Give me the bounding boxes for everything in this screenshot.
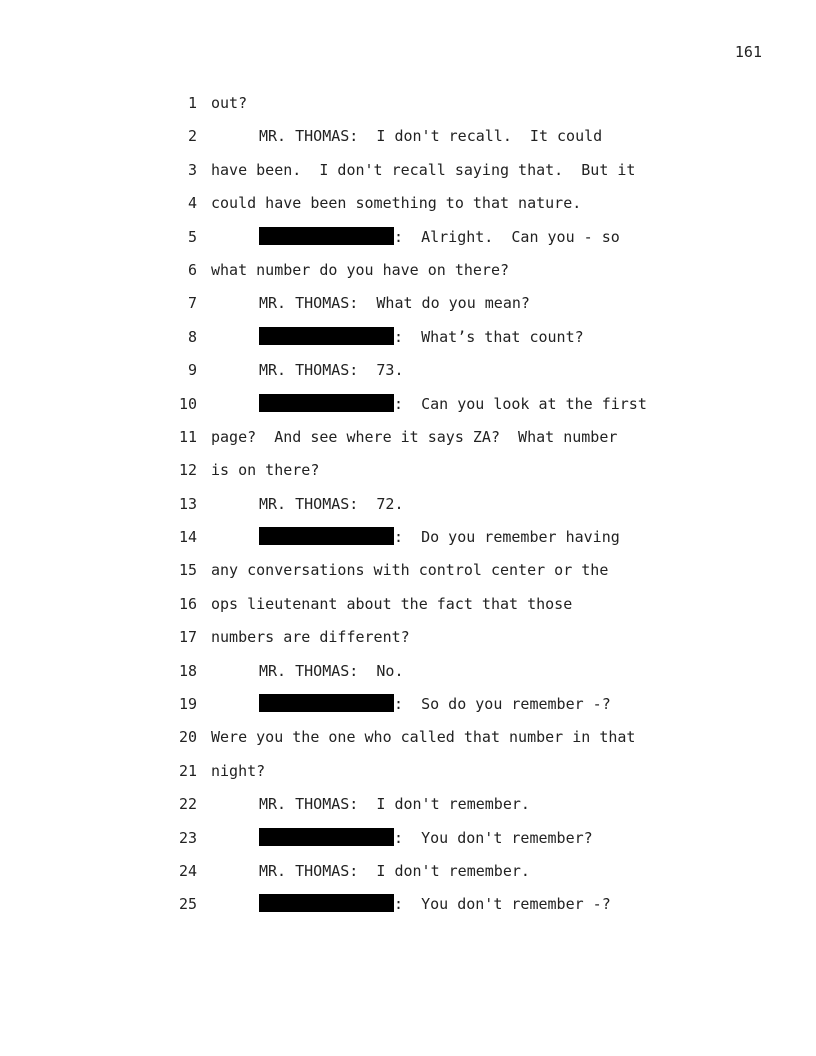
line-text <box>259 360 404 380</box>
line-number: 17 <box>178 628 197 647</box>
transcript-line <box>170 894 690 927</box>
line-number: 16 <box>178 594 197 613</box>
line-number: 18 <box>178 661 197 680</box>
transcript-line <box>170 460 690 493</box>
transcript-line <box>170 126 690 159</box>
redacted-speaker-name <box>259 327 394 345</box>
line-number: 24 <box>178 861 197 880</box>
transcript-line <box>170 160 690 193</box>
line-number: 23 <box>178 828 197 847</box>
line-text <box>259 661 404 681</box>
line-text <box>211 627 410 647</box>
line-content: MR. THOMAS: 72. <box>259 494 404 513</box>
line-number: 22 <box>178 795 197 814</box>
line-content: MR. THOMAS: No. <box>259 661 404 680</box>
line-number: 10 <box>178 394 197 413</box>
line-number: 1 <box>187 94 197 112</box>
transcript-line <box>170 627 690 660</box>
line-text <box>259 828 593 848</box>
redacted-speaker-name <box>259 694 394 712</box>
line-text <box>211 260 509 280</box>
line-content: what number do you have on there? <box>211 260 510 279</box>
line-number: 9 <box>187 361 197 380</box>
line-text <box>259 794 530 814</box>
transcript-line <box>170 794 690 827</box>
line-text <box>211 761 265 781</box>
line-content: ops lieutenant about the fact that those <box>211 594 573 613</box>
line-text <box>259 293 530 313</box>
page-number: 161 <box>734 43 762 61</box>
transcript-line <box>170 594 690 627</box>
line-number: 11 <box>178 427 197 446</box>
line-text <box>211 727 635 747</box>
line-number: 15 <box>178 561 197 580</box>
line-text <box>211 193 581 213</box>
transcript-line <box>170 560 690 593</box>
line-number: 21 <box>178 761 197 780</box>
line-number: 20 <box>178 728 197 747</box>
line-content: is on there? <box>211 461 320 480</box>
transcript-line <box>170 327 690 360</box>
transcript <box>170 93 690 928</box>
line-text <box>259 861 530 881</box>
line-content: MR. THOMAS: I don't remember. <box>259 795 530 814</box>
redacted-speaker-name <box>259 828 394 846</box>
line-number: 12 <box>178 461 197 480</box>
transcript-line <box>170 828 690 861</box>
line-content: : Can you look at the first <box>394 394 647 413</box>
line-text <box>259 894 611 914</box>
line-content: any conversations with control center or the <box>211 561 609 580</box>
transcript-line <box>170 861 690 894</box>
line-text <box>259 694 611 714</box>
redacted-speaker-name <box>259 894 394 912</box>
line-text <box>259 527 620 547</box>
line-text <box>259 227 620 247</box>
line-number: 25 <box>178 895 197 914</box>
line-content: could have been something to that nature. <box>211 194 582 213</box>
transcript-line <box>170 694 690 727</box>
line-content: out? <box>211 94 248 112</box>
line-text <box>259 494 404 514</box>
line-text <box>211 460 319 480</box>
line-text <box>211 160 635 180</box>
line-content: numbers are different? <box>211 628 410 647</box>
transcript-line <box>170 661 690 694</box>
line-number: 7 <box>187 294 197 313</box>
line-text <box>211 427 617 447</box>
redacted-speaker-name <box>259 227 394 245</box>
line-content: Were you the one who called that number in that <box>211 728 636 747</box>
line-text <box>259 327 584 347</box>
transcript-line <box>170 293 690 326</box>
line-text <box>259 126 602 146</box>
transcript-line <box>170 727 690 760</box>
line-number: 13 <box>178 494 197 513</box>
transcript-line <box>170 494 690 527</box>
line-content: : Do you remember having <box>394 528 620 547</box>
line-number: 3 <box>187 160 197 179</box>
line-content: page? And see where it says ZA? What number <box>211 427 618 446</box>
line-number: 14 <box>178 528 197 547</box>
line-number: 19 <box>178 695 197 714</box>
line-number: 2 <box>187 127 197 146</box>
line-content: : Alright. Can you - so <box>394 227 620 246</box>
redacted-speaker-name <box>259 527 394 545</box>
line-content: MR. THOMAS: I don't remember. <box>259 861 530 880</box>
line-content: : You don't remember -? <box>394 895 611 914</box>
line-content: MR. THOMAS: 73. <box>259 361 404 380</box>
line-content: : You don't remember? <box>394 828 593 847</box>
transcript-line <box>170 227 690 260</box>
line-content: MR. THOMAS: I don't recall. It could <box>259 127 603 146</box>
transcript-line <box>170 260 690 293</box>
transcript-line <box>170 394 690 427</box>
line-content: : So do you remember -? <box>394 695 611 714</box>
line-number: 8 <box>187 327 197 346</box>
line-text <box>211 594 572 614</box>
transcript-line <box>170 193 690 226</box>
line-content: MR. THOMAS: What do you mean? <box>259 294 530 313</box>
line-content: : What’s that count? <box>394 327 584 346</box>
line-text <box>211 93 247 113</box>
line-number: 6 <box>187 260 197 279</box>
redacted-speaker-name <box>259 394 394 412</box>
line-content: night? <box>211 761 266 780</box>
transcript-line <box>170 93 690 126</box>
line-number: 4 <box>187 194 197 213</box>
line-number: 5 <box>187 227 197 246</box>
transcript-line <box>170 761 690 794</box>
transcript-line <box>170 360 690 393</box>
transcript-line <box>170 427 690 460</box>
line-text <box>211 560 608 580</box>
line-content: have been. I don't recall saying that. But it <box>211 160 636 179</box>
line-text <box>259 394 647 414</box>
transcript-line <box>170 527 690 560</box>
